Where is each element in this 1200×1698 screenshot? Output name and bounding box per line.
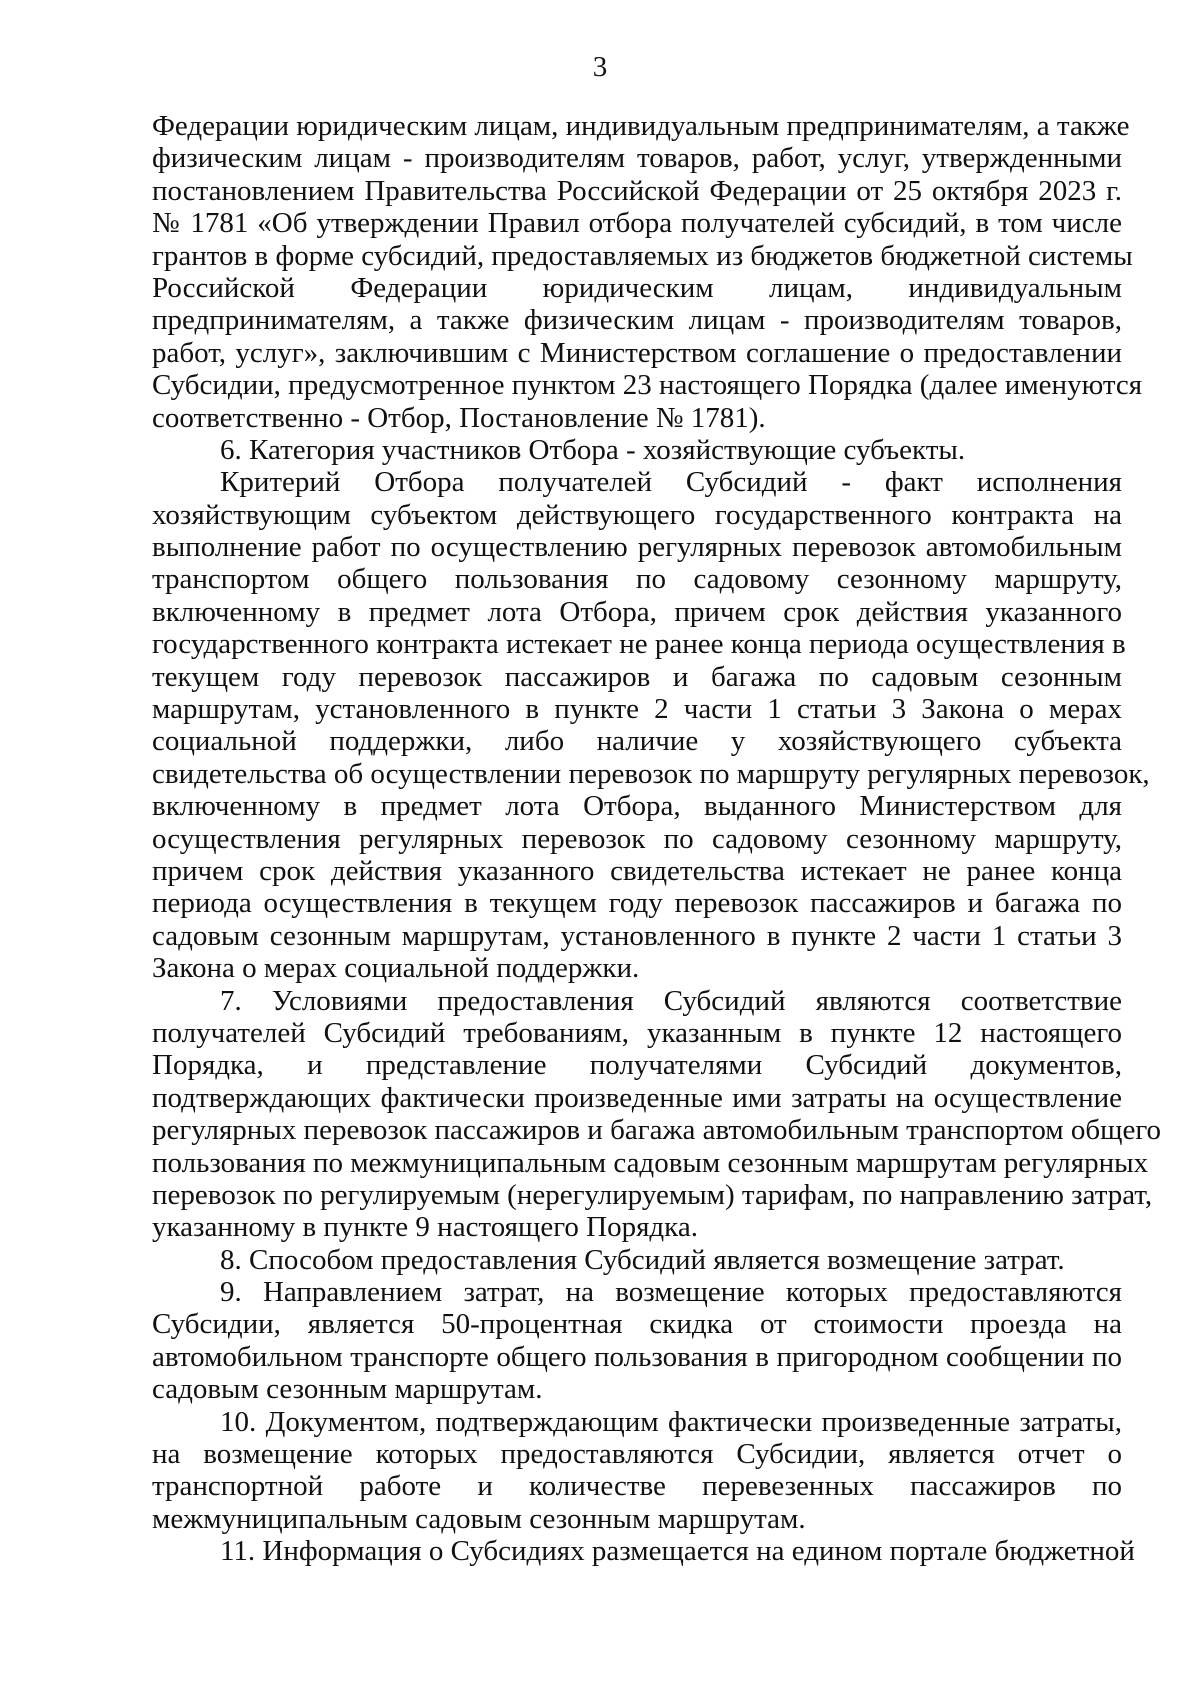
paragraph-6-criterion (152, 466, 1150, 985)
text-line: предпринимателям, а также физическим лицам - производителям товаров, (152, 304, 1122, 337)
text-line: на возмещение которых предоставляются Субсидии, является отчет о (152, 1438, 1122, 1471)
paragraph-intro-continuation (152, 110, 1143, 434)
text-line: указанному в пункте 9 настоящего Порядка. (152, 1211, 698, 1244)
paragraph-7 (152, 984, 1162, 1244)
text-line: 11. Информация о Субсидиях размещается на едином портале бюджетной (220, 1535, 1135, 1568)
text-line: межмуниципальным садовым сезонным маршрутам. (152, 1502, 806, 1535)
text-line: перевозок по регулируемым (нерегулируемым) тарифам, по направлению затрат, (152, 1178, 1153, 1211)
text-line: государственного контракта истекает не ранее конца периода осуществления в (152, 628, 1126, 661)
text-line: регулярных перевозок пассажиров и багажа автомобильным транспортом общего (152, 1114, 1162, 1147)
text-line: пользования по межмуниципальным садовым сезонным маршрутам регулярных (152, 1146, 1149, 1179)
text-line: постановлением Правительства Российской Федерации от 25 октября 2023 г. (152, 174, 1122, 207)
document-body (152, 110, 1162, 1568)
text-line: маршрутам, установленного в пункте 2 части 1 статьи 3 Закона о мерах (152, 693, 1122, 726)
paragraph-6 (152, 434, 1122, 466)
text-line: Субсидии, предусмотренное пунктом 23 настоящего Порядка (далее именуются (152, 369, 1143, 402)
text-line: соответственно - Отбор, Постановление № 1781). (152, 401, 766, 434)
text-line: № 1781 «Об утверждении Правил отбора получателей субсидий, в том числе (152, 207, 1122, 240)
text-line: транспортной работе и количестве перевезенных пассажиров по (152, 1470, 1122, 1503)
text-line: причем срок действия указанного свидетельства истекает не ранее конца (152, 854, 1122, 887)
text-line: Закона о мерах социальной поддержки. (152, 952, 640, 985)
text-line: подтверждающих фактически произведенные ими затраты на осуществление (152, 1081, 1122, 1114)
text-line: выполнение работ по осуществлению регулярных перевозок автомобильным (152, 531, 1122, 564)
text-line: автомобильном транспорте общего пользования в пригородном сообщении по (152, 1340, 1122, 1373)
text-line: периода осуществления в текущем году перевозок пассажиров и багажа по (152, 887, 1122, 920)
text-line: транспортом общего пользования по садовому сезонному маршруту, (152, 563, 1122, 596)
text-line: грантов в форме субсидий, предоставляемых из бюджетов бюджетной системы (152, 239, 1133, 272)
text-line: 10. Документом, подтверждающим фактически произведенные затраты, (220, 1405, 1122, 1438)
text-line: включенному в предмет лота Отбора, причем срок действия указанного (152, 595, 1122, 628)
text-line: осуществления регулярных перевозок по садовому сезонному маршруту, (152, 822, 1122, 855)
text-line: Порядка, и представление получателями Субсидий документов, (152, 1049, 1122, 1082)
text-line: садовым сезонным маршрутам, установленного в пункте 2 части 1 статьи 3 (152, 919, 1122, 952)
text-line: Федерации юридическим лицам, индивидуальным предпринимателям, а также (152, 110, 1130, 142)
text-line: 6. Категория участников Отбора - хозяйствующие субъекты. (220, 433, 966, 466)
text-line: физическим лицам - производителям товаров, работ, услуг, утвержденными (152, 142, 1122, 175)
text-line: социальной поддержки, либо наличие у хозяйствующего субъекта (152, 725, 1122, 758)
text-line: Критерий Отбора получателей Субсидий - факт исполнения (220, 466, 1122, 499)
paragraph-11 (152, 1535, 1135, 1568)
text-line: 9. Направлением затрат, на возмещение которых предоставляются (220, 1276, 1122, 1309)
text-line: получателей Субсидий требованиям, указанным в пункте 12 настоящего (152, 1016, 1122, 1049)
paragraph-9 (152, 1276, 1122, 1406)
text-line: работ, услуг», заключившим с Министерством соглашение о предоставлении (152, 336, 1122, 369)
text-line: 7. Условиями предоставления Субсидий являются соответствие (220, 984, 1122, 1017)
text-line: 8. Способом предоставления Субсидий является возмещение затрат. (220, 1243, 1065, 1276)
text-line: садовым сезонным маршрутам. (152, 1373, 543, 1406)
paragraph-10 (152, 1406, 1122, 1536)
text-line: хозяйствующим субъектом действующего государственного контракта на (152, 498, 1122, 531)
page-number: 3 (592, 51, 608, 83)
text-line: Российской Федерации юридическим лицам, индивидуальным (152, 271, 1122, 304)
text-line: Субсидии, является 50-процентная скидка от стоимости проезда на (152, 1308, 1122, 1341)
paragraph-8 (152, 1244, 1122, 1276)
text-line: включенному в предмет лота Отбора, выданного Министерством для (152, 790, 1122, 823)
text-line: свидетельства об осуществлении перевозок по маршруту регулярных перевозок, (152, 757, 1150, 790)
text-line: текущем году перевозок пассажиров и багажа по садовым сезонным (152, 660, 1122, 693)
